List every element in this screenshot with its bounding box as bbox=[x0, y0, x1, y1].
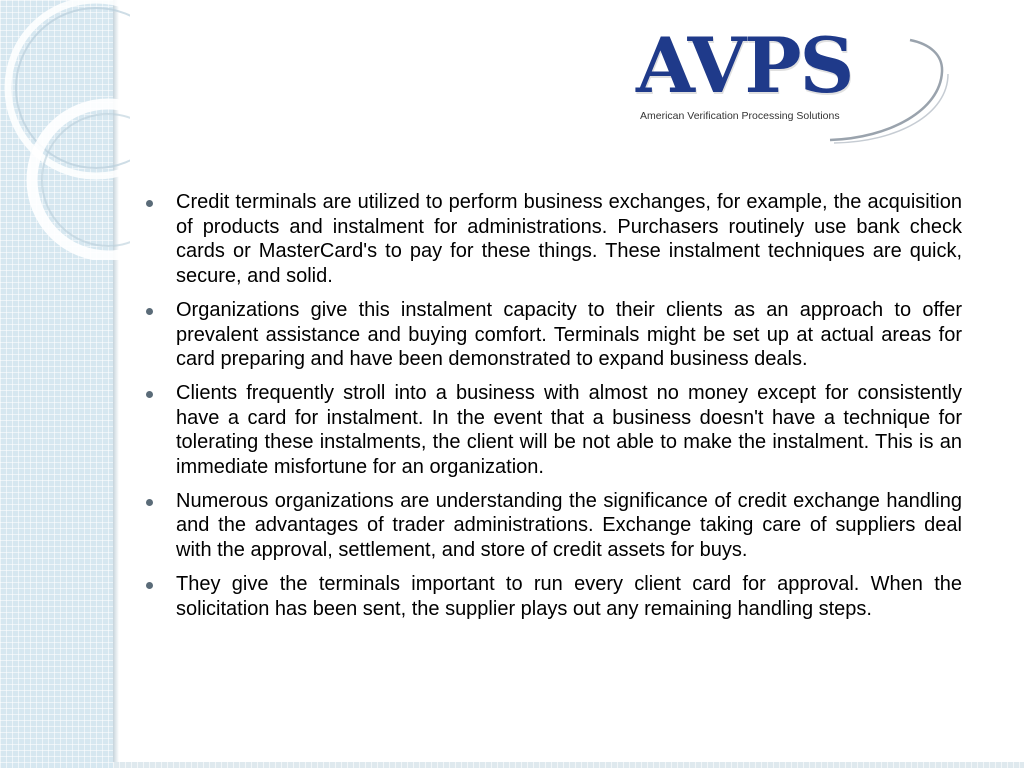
bullet-text: Clients frequently stroll into a business with almost no money except for consistently have a card for instalment. In the event that a business doesn't have a technique for tolerating these instalments, the client will be not able to make the instalment. This is an immediate misfortune for an organization. bbox=[176, 381, 962, 479]
bottom-decorative-band bbox=[113, 762, 1024, 768]
bullet-text: Organizations give this instalment capacity to their clients as an approach to offer prevalent assistance and buying comfort. Terminals might be set up at actual areas for card preparing and have been demonstrated to expand business deals. bbox=[176, 298, 962, 371]
bullet-text: They give the terminals important to run every client card for approval. When the solicitation has been sent, the supplier plays out any remaining handling steps. bbox=[176, 572, 962, 620]
bullet-dot-icon bbox=[146, 308, 153, 315]
bullet-item bbox=[146, 489, 962, 563]
bullet-item bbox=[146, 190, 962, 289]
avps-logo bbox=[630, 21, 950, 148]
bullet-dot-icon bbox=[146, 391, 153, 398]
bullet-item bbox=[146, 381, 962, 480]
bullet-text: Numerous organizations are understanding the significance of credit exchange handling and the advantages of trader administrations. Exchange taking care of suppliers deal with the approval, settlement, and store of credit assets for buys. bbox=[176, 489, 962, 562]
bullet-dot-icon bbox=[146, 582, 153, 589]
bullet-text: Credit terminals are utilized to perform business exchanges, for example, the acquisition of products and instalment for administrations. Purchasers routinely use bank check cards or MasterCard's to pay for these things. These instalment techniques are quick, secure, and solid. bbox=[176, 191, 962, 288]
bullet-dot-icon bbox=[146, 499, 153, 506]
logo-tagline: American Verification Processing Solutions bbox=[640, 110, 840, 122]
bullet-dot-icon bbox=[146, 200, 153, 207]
logo-wordmark: AVPS bbox=[636, 21, 853, 110]
slide-content bbox=[146, 190, 962, 630]
decorative-circles bbox=[0, 0, 130, 260]
bullet-item bbox=[146, 298, 962, 372]
bullet-list bbox=[146, 190, 962, 621]
bullet-item bbox=[146, 572, 962, 621]
